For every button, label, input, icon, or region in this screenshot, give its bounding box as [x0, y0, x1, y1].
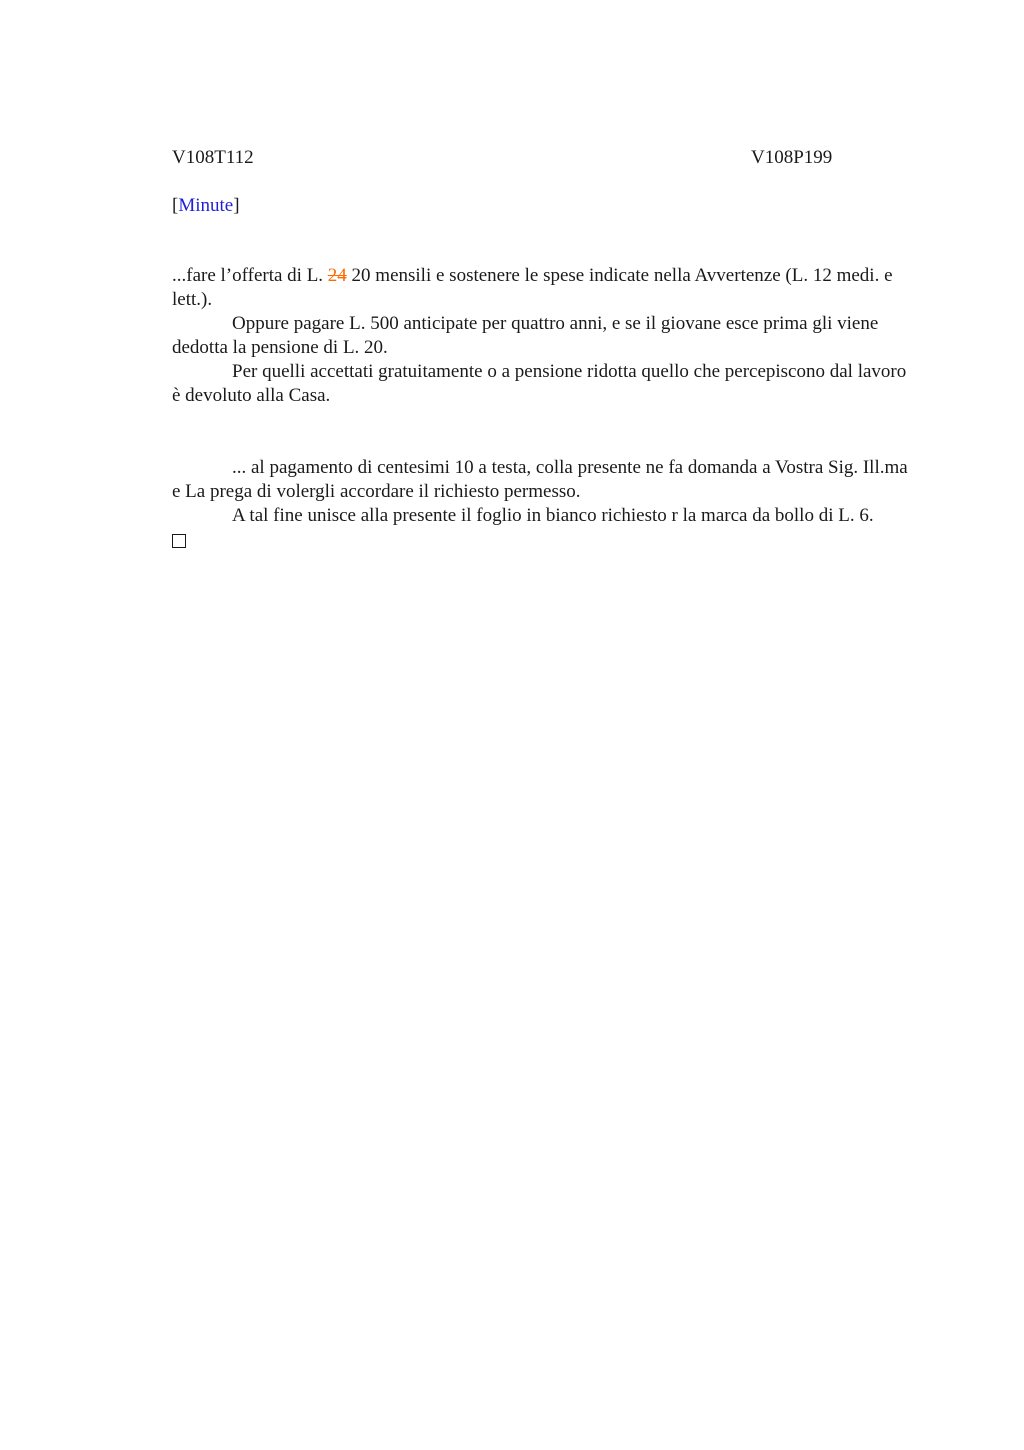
text-block-2: [172, 456, 917, 552]
reference-header: [172, 146, 917, 170]
section-label: [172, 194, 917, 218]
close-bracket: ]: [233, 195, 240, 216]
paragraph: ... al pagamento di centesimi 10 a testa, colla presente ne fa domanda a Vostra Sig. Ill.ma e La prega di volergli accordare il richiesto permesso.: [172, 457, 908, 502]
paragraph: A tal fine unisce alla presente il foglio in bianco richiesto r la marca da bollo di L. 6.: [232, 505, 874, 526]
paragraph: Per quelli accettati gratuitamente o a pensione ridotta quello che percepiscono dal lavoro è devoluto alla Casa.: [172, 361, 907, 406]
end-marker: [172, 528, 917, 552]
ref-right: V108P199: [751, 147, 833, 168]
square-outline-icon: [172, 534, 186, 548]
paragraph: Oppure pagare L. 500 anticipate per quattro anni, e se il giovane esce prima gli viene dedotta la pensione di L. 20.: [172, 313, 879, 358]
deleted-text: 24: [327, 265, 347, 286]
document-page: [172, 146, 917, 552]
ref-left: V108T112: [172, 147, 254, 168]
text-block-1: [172, 264, 917, 408]
open-bracket: [: [172, 195, 179, 216]
paragraph: [172, 264, 917, 312]
minute-link[interactable]: Minute: [178, 195, 234, 216]
paragraph-suffix: 20 mensili e sostenere le spese indicate nella Avvertenze (L. 12 medi. e lett.).: [172, 265, 893, 310]
paragraph-prefix: ...fare l’offerta di L.: [172, 265, 328, 286]
